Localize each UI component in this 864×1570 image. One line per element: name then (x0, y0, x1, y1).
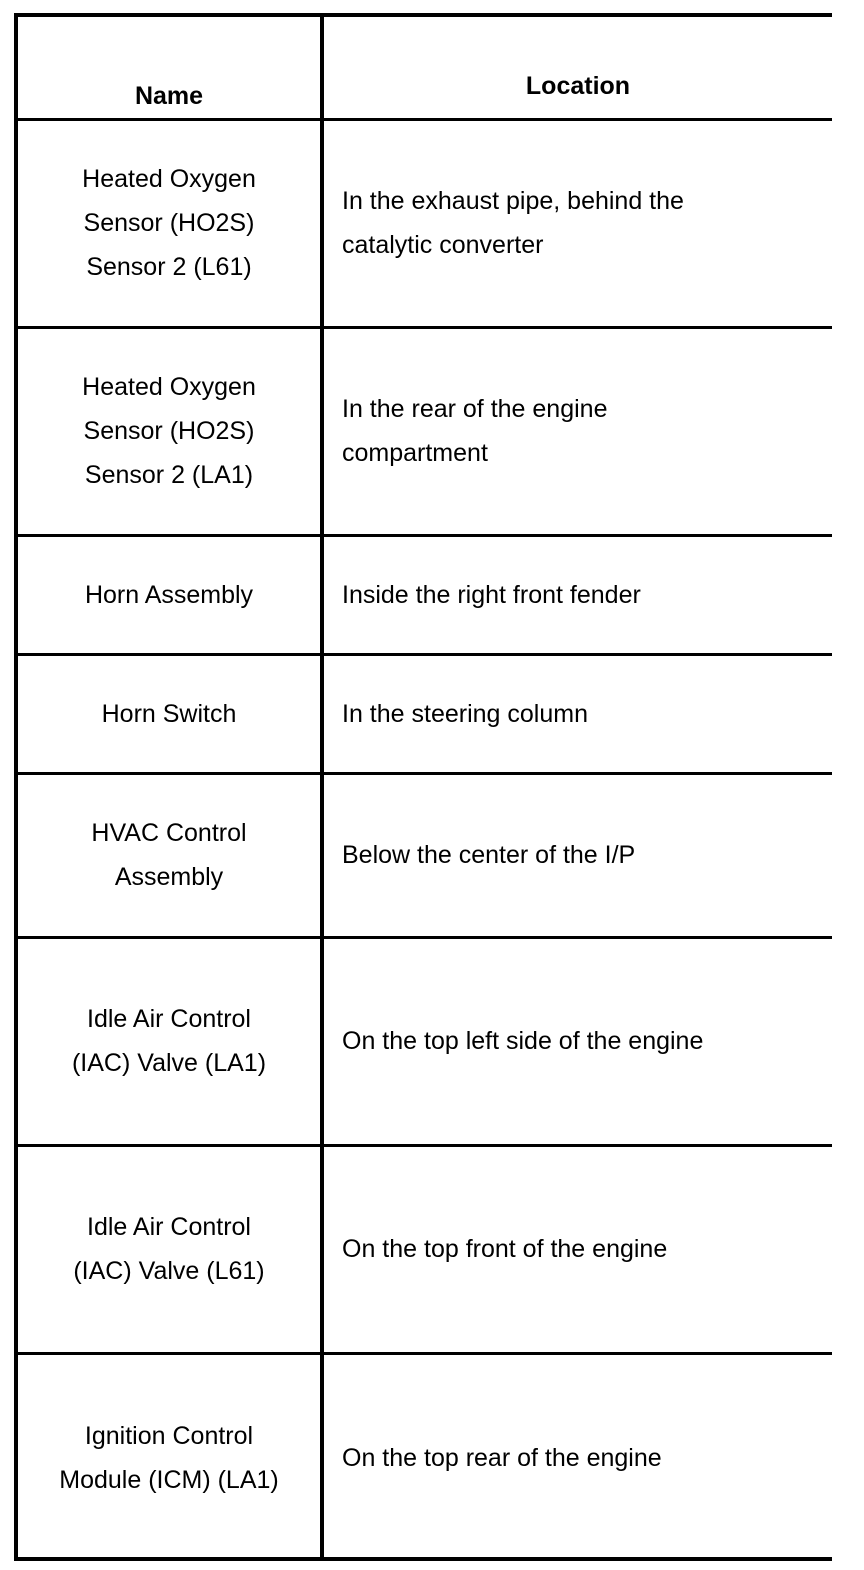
name-cell (18, 327, 322, 535)
location-line: On the top front of the engine (342, 1235, 668, 1263)
location-cell (322, 119, 832, 327)
name-cell (18, 773, 322, 937)
table-row (18, 654, 832, 773)
name-line: Heated Oxygen (82, 373, 256, 401)
location-line: On the top rear of the engine (342, 1443, 662, 1472)
table-row (18, 1145, 832, 1353)
name-line: Idle Air Control (87, 1213, 251, 1241)
name-line: Ignition Control (84, 1421, 254, 1450)
location-line: In the rear of the engine (342, 395, 608, 423)
location-cell (322, 937, 832, 1145)
location-cell (322, 535, 832, 654)
name-line: Sensor 2 (LA1) (84, 461, 254, 489)
location-line: In the steering column (342, 699, 588, 728)
header-location: Location (322, 17, 832, 119)
location-line: catalytic converter (342, 231, 544, 259)
table-row (18, 937, 832, 1145)
component-location-table (14, 13, 832, 1561)
location-line: In the exhaust pipe, behind the (342, 187, 684, 215)
name-line: (IAC) Valve (L61) (73, 1257, 265, 1285)
name-line: HVAC Control (91, 819, 247, 847)
name-cell (18, 1145, 322, 1353)
name-cell (18, 654, 322, 773)
location-cell (322, 327, 832, 535)
table-row (18, 327, 832, 535)
name-cell (18, 937, 322, 1145)
location-line: Below the center of the I/P (342, 841, 636, 869)
name-line: Horn Switch (101, 699, 237, 728)
header-name: Name (18, 17, 322, 119)
name-line: Heated Oxygen (82, 165, 256, 193)
table-row (18, 1353, 832, 1561)
location-cell (322, 773, 832, 937)
name-cell (18, 535, 322, 654)
location-line: Inside the right front fender (342, 580, 641, 609)
name-line: Sensor (HO2S) (83, 417, 255, 445)
name-line: Assembly (114, 863, 224, 891)
table-row (18, 119, 832, 327)
name-line: Sensor 2 (L61) (86, 253, 252, 281)
name-line: Idle Air Control (87, 1005, 251, 1033)
location-cell (322, 1145, 832, 1353)
location-cell (322, 1353, 832, 1561)
location-line: On the top left side of the engine (342, 1027, 704, 1055)
name-line: (IAC) Valve (LA1) (71, 1049, 267, 1077)
table-row (18, 773, 832, 937)
name-line: Sensor (HO2S) (83, 209, 255, 237)
name-line: Horn Assembly (84, 580, 254, 609)
name-cell (18, 1353, 322, 1561)
table-row (18, 535, 832, 654)
location-cell (322, 654, 832, 773)
location-line: compartment (342, 439, 488, 467)
table (18, 17, 832, 1561)
name-cell (18, 119, 322, 327)
table-header-row (18, 17, 832, 119)
name-line: Module (ICM) (LA1) (59, 1465, 279, 1494)
